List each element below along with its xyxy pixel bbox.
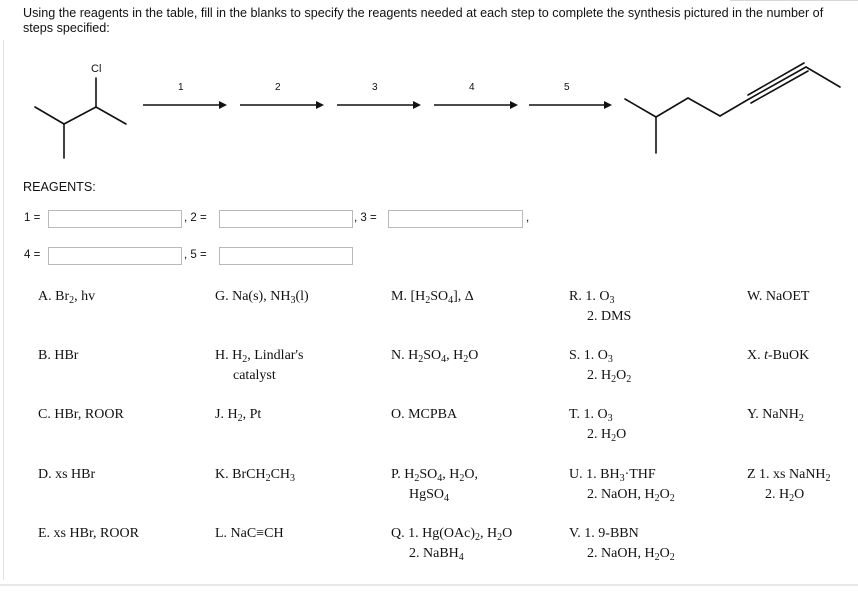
step-arrows	[143, 101, 612, 109]
reagent-option: B. HBr	[38, 348, 79, 363]
reagent-option: N. $H_2SO_4$, $H_2O$	[391, 348, 479, 365]
blank-label-3: , 3 =	[354, 212, 377, 224]
reagent-option: P. $H_2SO_4$, $H_2O$, HgSO$_4$	[391, 467, 479, 504]
top-divider	[730, 0, 858, 1]
reagent-option: M. $[H_2SO_4]$, Δ	[391, 289, 474, 306]
question-prompt: Using the reagents in the table, fill in the blanks to specify the reagents needed at each step to complete the synthesis pictured in the number of steps specified:	[23, 6, 824, 35]
reagent-option: J. $H_2$, Pt	[215, 407, 262, 424]
step-label-4: 4	[469, 82, 475, 93]
reagent-option: V. 1. 9-BBN 2. NaOH, $H_2O_2$	[569, 526, 675, 563]
step-5-input[interactable]	[219, 247, 353, 265]
blank-label-4: 4 =	[24, 249, 41, 261]
step-3-input[interactable]	[388, 210, 523, 228]
reagent-option: A. $Br_2$, hv	[38, 289, 96, 306]
chlorine-label: Cl	[91, 63, 102, 75]
reagent-option: T. 1. $O_3$ 2. $H_2O$	[569, 407, 627, 444]
synthesis-scheme	[0, 55, 858, 165]
step-label-2: 2	[275, 82, 281, 93]
reagents-heading: REAGENTS:	[23, 180, 96, 194]
reagent-option: H. $H_2$, Lindlar's catalyst	[215, 348, 304, 383]
reagent-option: W. NaOET	[747, 289, 810, 304]
reagent-option: Q. 1. $Hg(OAc)_2$, $H_2O$ 2. NaBH$_4$	[391, 526, 513, 563]
reagent-option: R. 1. $O_3$ 2. DMS	[569, 289, 632, 324]
reagent-option: S. 1. $O_3$ 2. $H_2O_2$	[569, 348, 632, 385]
starting-material-structure	[35, 78, 126, 158]
step-label-3: 3	[372, 82, 378, 93]
step-1-input[interactable]	[48, 210, 182, 228]
reagent-option: C. HBr, ROOR	[38, 407, 124, 422]
reagent-option: Y. NaNH$_2$	[747, 407, 804, 424]
step-4-input[interactable]	[48, 247, 182, 265]
blank-label-1: 1 =	[24, 212, 41, 224]
reagent-option: E. xs HBr, ROOR	[38, 526, 139, 541]
reagent-option: G. Na(s), $NH_3(l)$	[215, 289, 309, 306]
reagent-option: X. t-BuOK	[747, 348, 810, 363]
reagent-option: U. 1. $BH_3\cdot THF$ 2. NaOH, $H_2O_2$	[569, 467, 675, 504]
blank-label-2: , 2 =	[184, 212, 207, 224]
step-2-input[interactable]	[219, 210, 353, 228]
reagent-option: K. $BrCH_2CH_3$	[215, 467, 296, 484]
reagent-option: Z 1. xs NaNH$_2$ 2. $H_2O$	[747, 467, 831, 504]
product-structure	[625, 63, 840, 153]
blank-label-5: , 5 =	[184, 249, 207, 261]
reagent-option: D. xs HBr	[38, 467, 96, 482]
bottom-divider	[0, 584, 858, 586]
step-label-5: 5	[564, 82, 570, 93]
blank-trailing-comma: ,	[526, 212, 530, 224]
reagent-option: L. NaC≡CH	[215, 526, 284, 541]
reagent-option: O. MCPBA	[391, 407, 458, 422]
step-label-1: 1	[178, 82, 184, 93]
